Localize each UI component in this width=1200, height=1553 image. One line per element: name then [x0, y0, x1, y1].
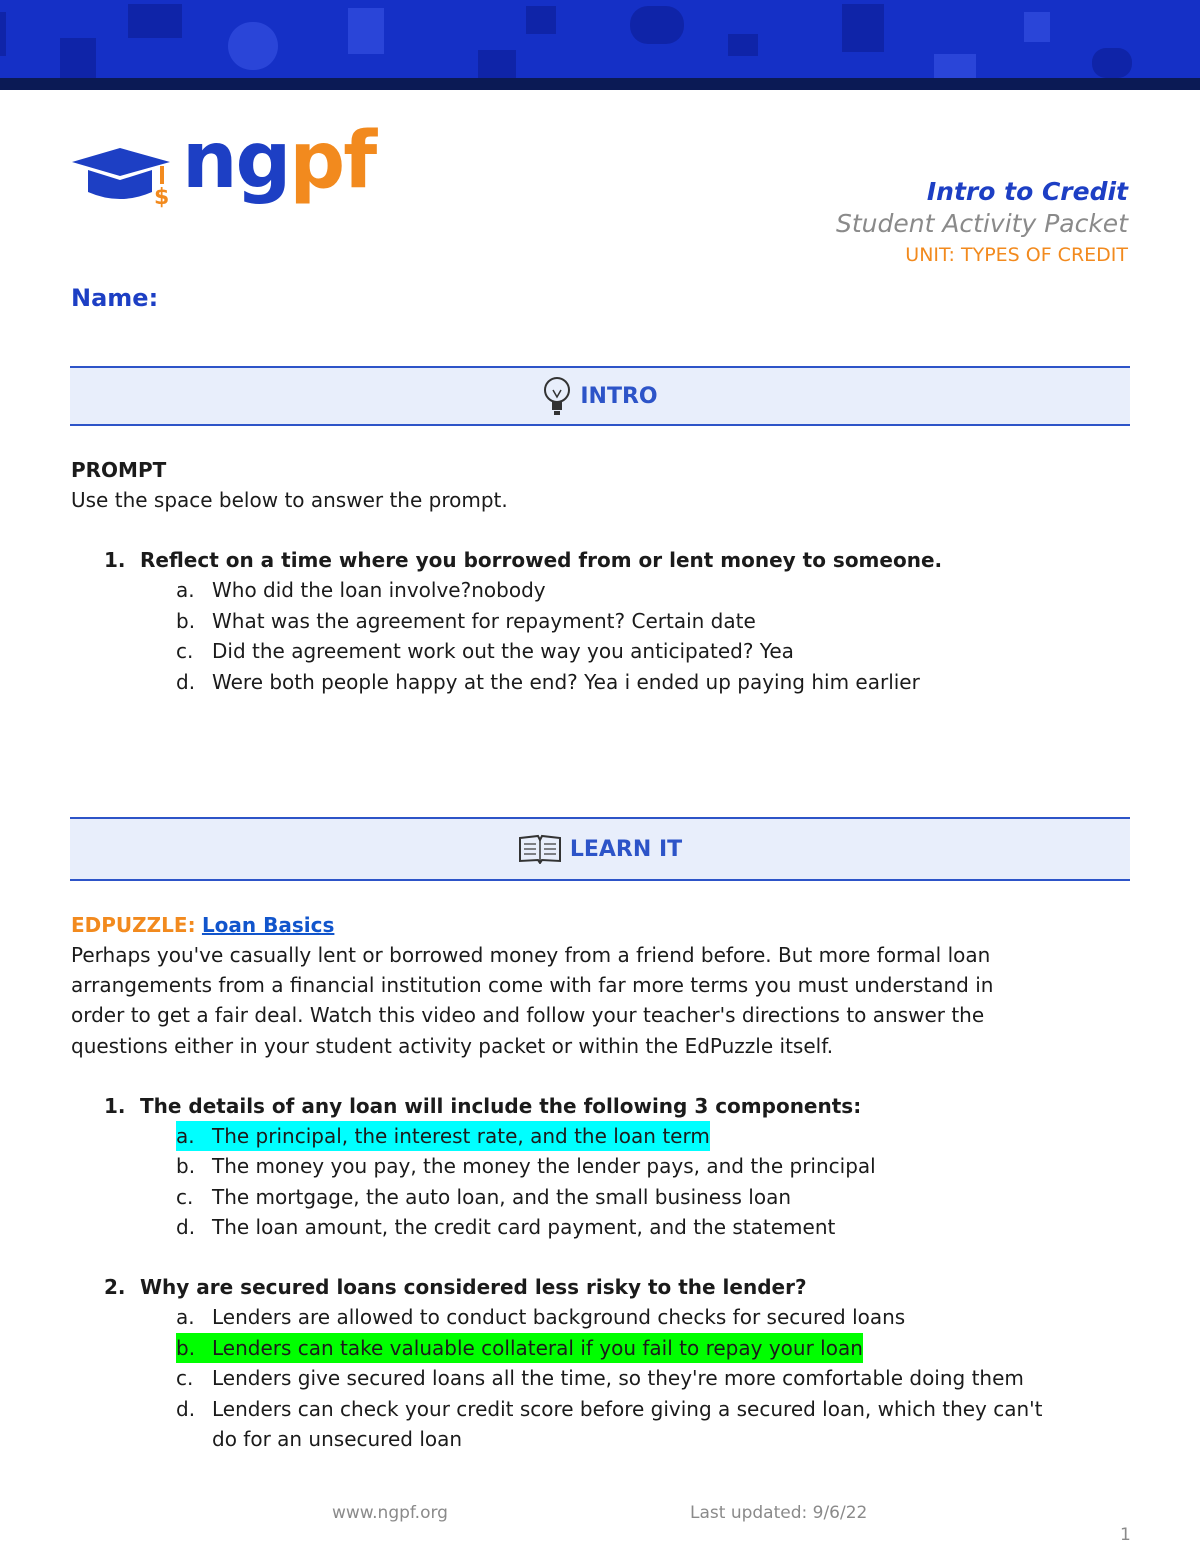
- logo-wordmark: ngpf: [182, 116, 376, 206]
- list-item: d. Lenders can check your credit score before giving a secured loan, which they can't: [176, 1397, 1043, 1421]
- footer-website-link[interactable]: www.ngpf.org: [332, 1503, 448, 1523]
- banner-strip: [0, 78, 1200, 90]
- calculator-icon: [1024, 12, 1050, 42]
- page-subtitle: Student Activity Packet: [835, 209, 1128, 238]
- title-block: [836, 176, 1128, 270]
- piggy-bank-icon: [228, 22, 278, 70]
- list-item-highlighted: a. The principal, the interest rate, and the loan term: [176, 1121, 710, 1151]
- question-2: 2. Why are secured loans considered less risky to the lender?: [104, 1275, 807, 1299]
- ngpf-logo: [70, 116, 376, 220]
- graduation-cap-icon: [70, 148, 180, 228]
- learn-paragraph-line: questions either in your student activity packet or within the EdPuzzle itself.: [71, 1034, 834, 1058]
- edpuzzle-heading: EDPUZZLE: Loan Basics: [71, 913, 335, 937]
- svg-text:$: $: [154, 185, 170, 210]
- list-item: d. The loan amount, the credit card payment, and the statement: [176, 1215, 836, 1239]
- learn-paragraph-line: Perhaps you've casually lent or borrowed money from a friend before. But more formal loan: [71, 943, 991, 967]
- prompt-heading: PROMPT: [71, 458, 167, 482]
- intro-question: 1. Reflect on a time where you borrowed from or lent money to someone.: [104, 548, 943, 572]
- banner-decoration: [60, 38, 96, 78]
- question-1: 1. The details of any loan will include the following 3 components:: [104, 1094, 862, 1118]
- unit-label: UNIT: TYPES OF CREDIT: [905, 244, 1128, 266]
- learn-paragraph-line: order to get a fair deal. Watch this video and follow your teacher's directions to answer the: [71, 1003, 985, 1027]
- folder-icon: [478, 50, 516, 78]
- list-item: c. Lenders give secured loans all the time, so they're more comfortable doing them: [176, 1366, 1024, 1390]
- prompt-instructions: Use the space below to answer the prompt.: [71, 488, 508, 512]
- list-item: d. Were both people happy at the end? Yea i ended up paying him earlier: [176, 670, 920, 694]
- folder-icon: [934, 54, 976, 78]
- list-item: a. Lenders are allowed to conduct background checks for secured loans: [176, 1305, 906, 1329]
- learn-it-section-bar: [70, 817, 1130, 881]
- list-item-highlighted: b. Lenders can take valuable collateral if you fail to repay your loan: [176, 1333, 863, 1363]
- header-banner: [0, 0, 1200, 78]
- page-title: Intro to Credit: [926, 177, 1128, 206]
- footer-last-updated: Last updated: 9/6/22: [690, 1503, 868, 1523]
- page-number: 1: [1120, 1525, 1131, 1545]
- book-icon: [518, 834, 562, 864]
- calculator-icon: [526, 6, 556, 34]
- document-icon: [348, 8, 384, 54]
- banner-decoration: [0, 12, 6, 56]
- list-item: a. Who did the loan involve?nobody: [176, 578, 546, 602]
- lightbulb-icon: [542, 375, 572, 417]
- intro-section-bar: [70, 366, 1130, 426]
- list-item: b. The money you pay, the money the lender pays, and the principal: [176, 1154, 876, 1178]
- loan-basics-link[interactable]: Loan Basics: [201, 913, 335, 937]
- list-item: c. Did the agreement work out the way you anticipated? Yea: [176, 639, 794, 663]
- learn-paragraph-line: arrangements from a financial institution come with far more terms you must understand in: [71, 973, 994, 997]
- calculator-icon: [842, 4, 884, 52]
- list-item: c. The mortgage, the auto loan, and the small business loan: [176, 1185, 792, 1209]
- list-item-continuation: do for an unsecured loan: [212, 1427, 463, 1451]
- learn-it-section-title: LEARN IT: [569, 836, 683, 862]
- folder-icon: [728, 34, 758, 56]
- list-item: b. What was the agreement for repayment? Certain date: [176, 609, 756, 633]
- name-field-label: Name:: [71, 284, 159, 312]
- piggy-bank-icon: [1092, 48, 1132, 78]
- banner-decoration: [128, 4, 182, 38]
- piggy-bank-icon: [630, 6, 684, 44]
- intro-section-title: INTRO: [580, 383, 658, 409]
